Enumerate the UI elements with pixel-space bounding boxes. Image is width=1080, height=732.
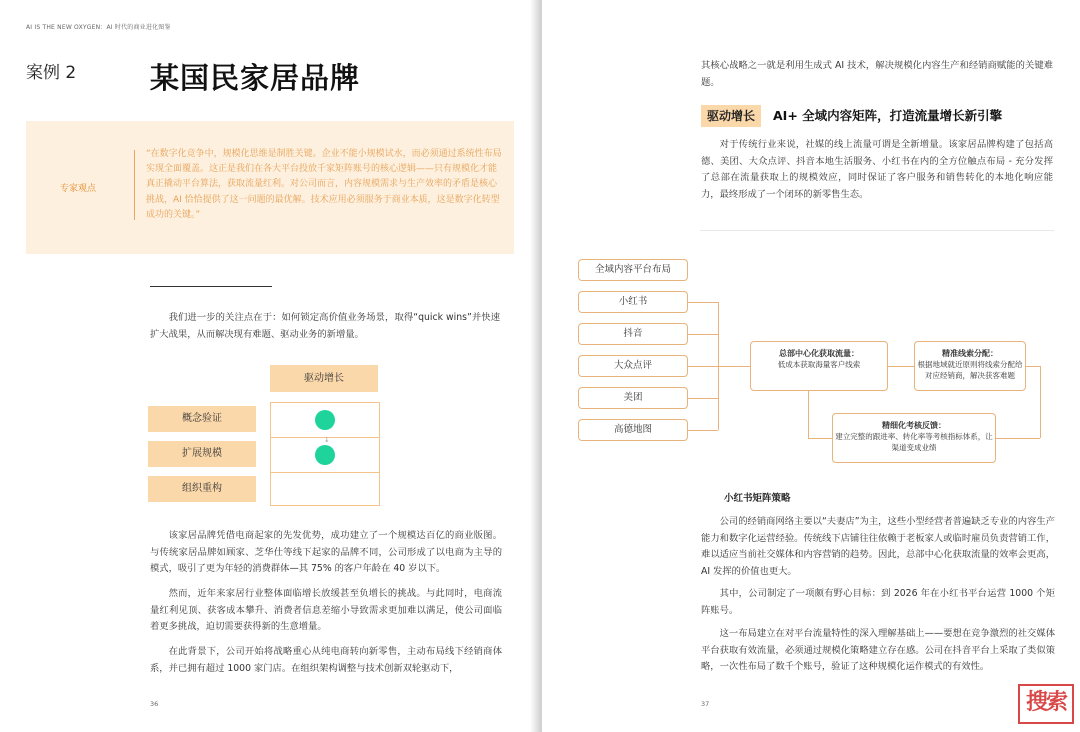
sub-heading: 小红书矩阵策略: [724, 493, 791, 504]
lead-distribution-box: [914, 341, 1026, 391]
right-paragraph-1: 公司的经销商网络主要以“夫妻店”为主，这些小型经营者普遍缺乏专业的内容生产能力和数字化运营经验。传统线下店铺往往依赖于老板家人或临时雇员负责营销工作，难以适应当前社交媒体和内容营销的趋势。因此，总部中心化获取流量的效率会更高，AI 发挥的价值也更大。: [701, 516, 1055, 577]
section-paragraph: 对于传统行业来说，社媒的线上流量可谓是全新增量。该家居品牌构建了包括高德、美团、大众点评、抖音本地生活服务、小红书在内的全方位触点布局 - 充分发挥了总部在流量获取上的规模效应，同时保证了客户服务和销售转化的本地化响应能力，最终形成了一个闭环的新零售生态。: [701, 139, 1053, 200]
section-badge: 驱动增长: [701, 105, 761, 127]
connector: [718, 302, 719, 430]
case-title: 某国民家居品牌: [150, 61, 361, 95]
leads-title: 精准线索分配：: [942, 349, 998, 358]
page-number: 36: [150, 700, 159, 708]
grid-line: [271, 472, 379, 473]
hq-traffic-box: [750, 341, 888, 391]
flow-row-reorg: 组织重构: [148, 476, 256, 502]
quote-text: “在数字化竞争中，规模化思维是制胜关键。企业不能小规模试水，而必须通过系统性布局实现全面覆盖。这正是我们在各大平台投放千家矩阵账号的核心逻辑——只有规模化才能真正撬动平台算法，获取流量红利。对公司而言，内容规模需求与生产效率的矛盾是核心挑战，AI 恰恰提供了这一问题的最优解。技术应用必须服务于商业本质，这是数字化转型成功的关键。”: [146, 149, 502, 220]
case-label: 案例 2: [26, 63, 77, 83]
body-paragraph-2: 然而，近年来家居行业整体面临增长放缓甚至负增长的挑战。与此同时，电商流量红利见顶、获客成本攀升、消费者信息差缩小导致需求更加难以满足，使公司面临着更多挑战，迫切需要获得新的生意增量。: [150, 588, 502, 632]
flow-grid: [270, 402, 380, 506]
right-lead-paragraph: 其核心战略之一就是利用生成式 AI 技术，解决规模化内容生产和经销商赋能的关键难题。: [701, 60, 1053, 88]
platform-douyin: 抖音: [578, 323, 688, 345]
section-divider: [150, 286, 272, 287]
feedback-sub: 建立完整的跟进率、转化率等考核指标体系，让渠道变成业绩: [835, 432, 993, 452]
progress-dot-proof: [315, 410, 335, 430]
feedback-title: 精细化考核反馈：: [882, 421, 946, 430]
connector: [688, 430, 718, 431]
intro-paragraph: 我们进一步的关注点在于：如何锁定高价值业务场景，取得“quick wins”并快速扩大战果，从而解决现有难题、驱动业务的新增量。: [150, 312, 500, 340]
connector: [808, 391, 809, 438]
connector: [808, 438, 832, 439]
connector: [688, 334, 718, 335]
platform-meituan: 美团: [578, 387, 688, 409]
connector: [688, 302, 718, 303]
right-paragraph-2: 其中，公司制定了一项颇有野心目标：到 2026 年在小红书平台运营 1000 个矩阵账号。: [701, 588, 1055, 616]
running-header: AI IS THE NEW OXYGEN：AI 时代的商业进化图鉴: [26, 24, 171, 31]
arrow-down-icon: ↓: [324, 436, 330, 444]
connector: [888, 366, 914, 367]
platform-dianping: 大众点评: [578, 355, 688, 377]
left-page: [0, 0, 538, 732]
hq-title: 总部中心化获取流量：: [779, 349, 859, 358]
flow-row-proof: 概念验证: [148, 406, 256, 432]
hq-sub: 低成本获取海量客户线索: [777, 360, 861, 369]
section-separator: [700, 230, 1054, 231]
expert-quote-box: [26, 121, 514, 254]
connector: [1040, 366, 1041, 438]
platform-amap: 高德地图: [578, 419, 688, 441]
watermark-stamp: 搜索: [1018, 684, 1074, 724]
connector: [688, 398, 718, 399]
feedback-box: [832, 413, 996, 463]
platform-layout-box: 全域内容平台布局: [578, 259, 688, 281]
progress-dot-scale: [315, 445, 335, 465]
connector: [688, 366, 750, 367]
connector: [996, 438, 1040, 439]
quote-label: 专家观点: [60, 184, 97, 194]
body-paragraph-1: 该家居品牌凭借电商起家的先发优势，成功建立了一个规模达百亿的商业版图。与传统家居品牌如顾家、芝华仕等线下起家的品牌不同，公司形成了以电商为主导的模式，吸引了更为年轻的消费群体—其 75% 的客户年龄在 40 岁以下。: [150, 530, 502, 574]
section-title: AI+ 全域内容矩阵，打造流量增长新引擎: [773, 108, 1003, 123]
right-paragraph-3: 这一布局建立在对平台流量特性的深入理解基础上——要想在竞争激烈的社交媒体平台获取有效流量，必须通过规模化策略建立存在感。公司在抖音平台上采取了类似策略，一次性布局了数千个账号，验证了这种规模化运作模式的有效性。: [701, 628, 1055, 672]
leads-sub: 根据地域就近原则将线索分配给对应经销商，解决获客难题: [917, 360, 1023, 380]
flow-row-scale: 扩展规模: [148, 441, 256, 467]
page-number-right: 37: [701, 700, 710, 708]
platform-xiaohongshu: 小红书: [578, 291, 688, 313]
flow-header: 驱动增长: [270, 365, 378, 392]
quote-divider: [134, 150, 135, 220]
body-paragraph-3: 在此背景下，公司开始将战略重心从纯电商转向新零售，主动布局线下经销商体系，并已拥有超过 1000 家门店。在组织架构调整与技术创新双轮驱动下，: [150, 646, 502, 674]
connector: [1026, 366, 1040, 367]
